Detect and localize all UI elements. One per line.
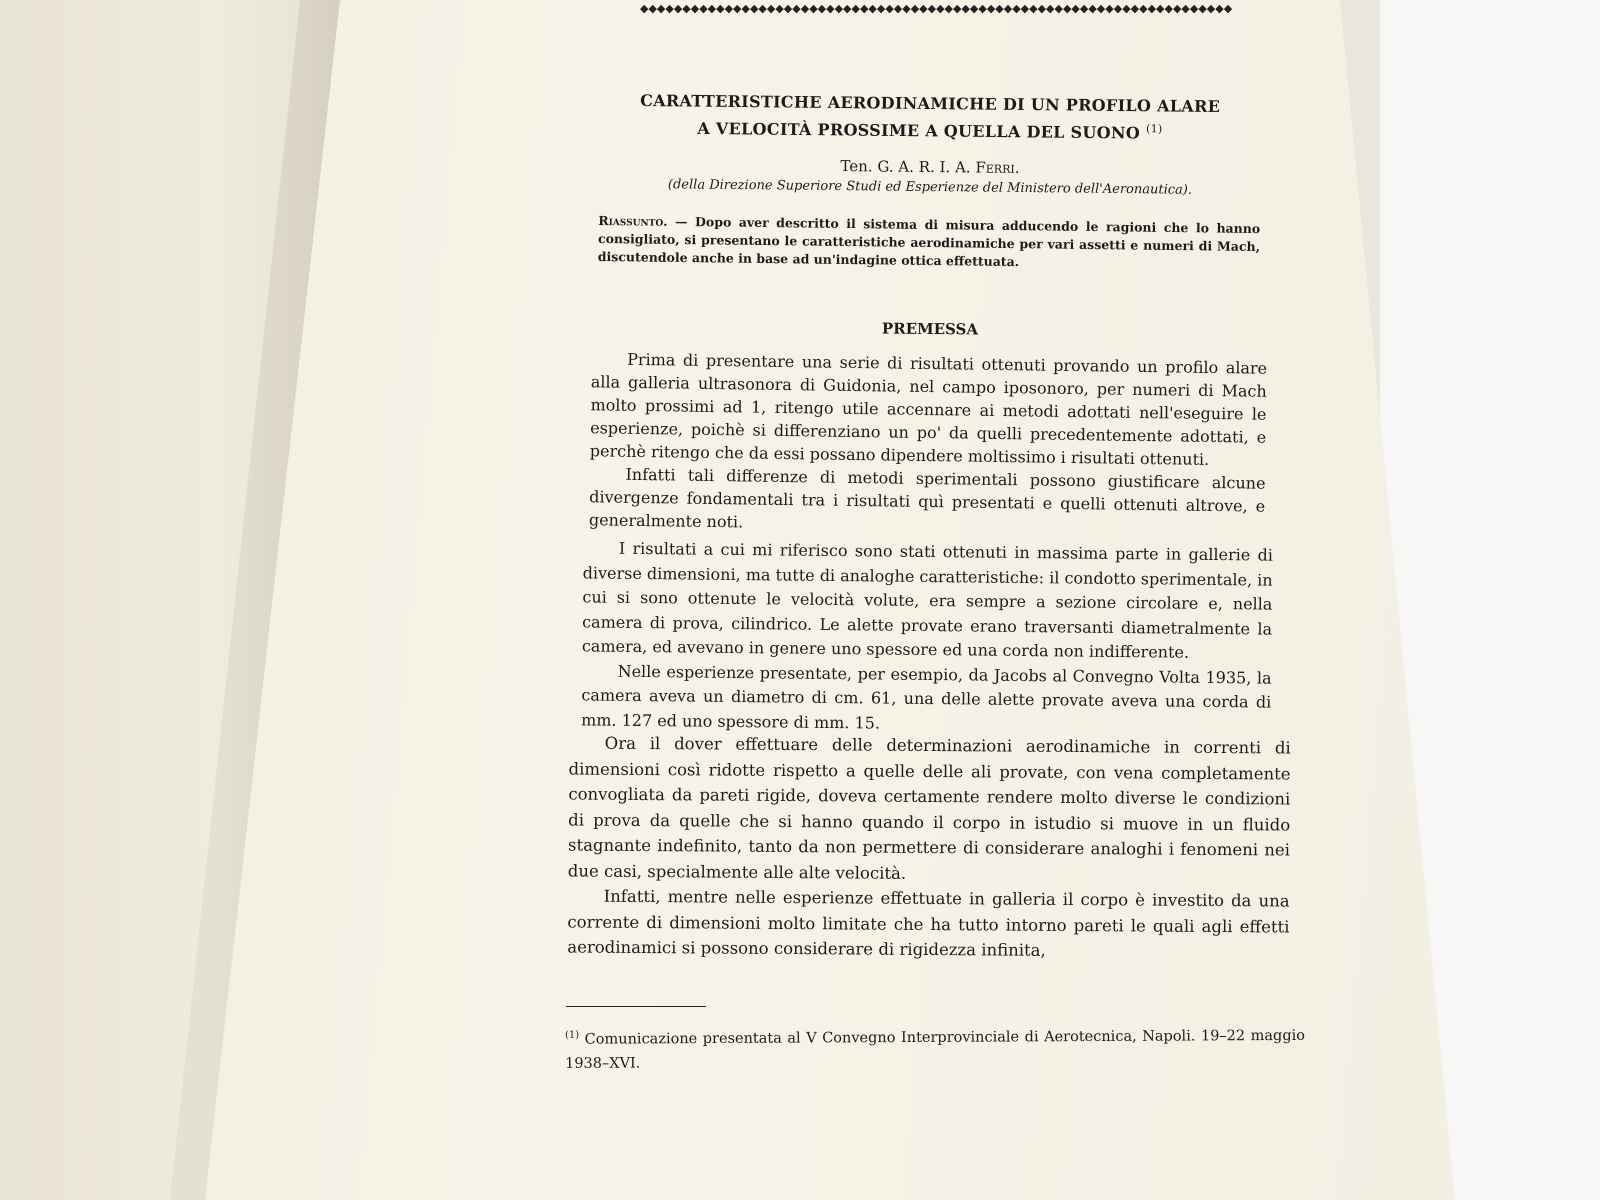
abstract-text: — Dopo aver descritto il sistema di misura adducendo le ragioni che lo hanno consigliato, si presentano le caratteristiche aerodinamiche per vari assetti e numeri di Mach, discutendole anche in base ad un'indagine ottica effettuata. (597, 213, 1261, 270)
paragraph: Nelle esperienze presentate, per esempio, da Jacobs al Convegno Volta 1935, la camera aveva un diametro di cm. 61, una delle alette provate aveva una corda di mm. 127 ed uno spessore di mm. 15. (581, 661, 1272, 733)
author-line (590, 154, 1270, 179)
abstract-lead: Riassunto. (598, 212, 668, 229)
title-line-2: A VELOCITÀ PROSSIME A QUELLA DEL SUONO $^{(1)}$ (697, 118, 1163, 143)
paragraph: I risultati a cui mi riferisco sono stati ottenuti in massima parte in gallerie di diverse dimensioni, ma tutte di analoghe caratteristiche: il condotto sperimentale, in cui si sono ottenute le velocità volute, era sempre a sezione circolare e, nella camera di prova, cilindrico. Le alette provate erano traversanti diametralmente la camera, ed avevano in genere uno spessore ed una corda non indifferente. (581, 538, 1273, 662)
paragraph: Prima di presentare una serie di risultati ottenuti provando un profilo alare alla galleria ultrasonora di Guidonia, nel campo iposonoro, per numeri di Mach molto prossimi ad 1, ritengo utile accennare ai metodi adottati nell'eseguire le esperienze, poichè si differenziano un po' da quelli precedentemente adottati, e perchè ritengo che da essi possano dipendere moltissimo i risultati ottenuti. (589, 349, 1268, 469)
footnote (565, 1020, 1305, 1076)
section-heading: PREMESSA (881, 319, 979, 339)
author-affiliation: (della Direzione Superiore Studi ed Esperienze del Ministero dell'Aeronautica). (667, 177, 1193, 198)
abstract (598, 212, 1261, 274)
body-block-3 (567, 730, 1291, 965)
author-name: Ferri. (975, 158, 1020, 177)
title-footnote-mark: (1) (1145, 122, 1163, 136)
paragraph: Infatti tali differenze di metodi sperimentali possono giustificare alcune divergenze fondamentali tra i risultati quì presentati e quelli ottenuti altrove, e generalmente noti. (588, 464, 1266, 532)
footnote-rule (566, 1006, 706, 1007)
body-block-1 (589, 347, 1268, 540)
footnote-text: Comunicazione presentata al V Convegno Interprovinciale di Aerotecnica, Napoli. 19–22 maggio 1938–XVI. (565, 1027, 1305, 1072)
article-title (590, 88, 1270, 145)
paragraph: Ora il dover effettuare delle determinazioni aerodinamiche in correnti di dimensioni così ridotte rispetto a quelle delle ali provate, con vena completamente convogliata da pareti rigide, doveva certamente rendere molto diverse le condizioni di prova da quelle che si hanno quando il corpo in istudio si muove in un fluido stagnante indefinito, tanto da non permettere di considerare analoghi i fenomeni nei due casi, specialmente alle alte velocità. (567, 733, 1291, 883)
footnote-mark: (1) (564, 1029, 580, 1041)
title-line-1: CARATTERISTICHE AERODINAMICHE DI UN PROFILO ALARE (640, 90, 1221, 117)
author-prefix: Ten. G. A. R. I. A. (840, 157, 971, 177)
body-block-2 (581, 536, 1273, 739)
ornament-border: ◆◆◆◆◆◆◆◆◆◆◆◆◆◆◆◆◆◆◆◆◆◆◆◆◆◆◆◆◆◆◆◆◆◆◆◆◆◆◆◆◆◆◆◆◆◆◆◆◆◆◆◆◆◆◆◆◆◆◆◆◆◆◆◆◆◆◆◆◆◆ (640, 2, 1233, 15)
paragraph: Infatti, mentre nelle esperienze effettuate in galleria il corpo è investito da una corrente di dimensioni molto limitate che ha tutto intorno pareti le quali agli effetti aerodinamici si possono considerare di rigidezza infinita, (567, 886, 1290, 960)
